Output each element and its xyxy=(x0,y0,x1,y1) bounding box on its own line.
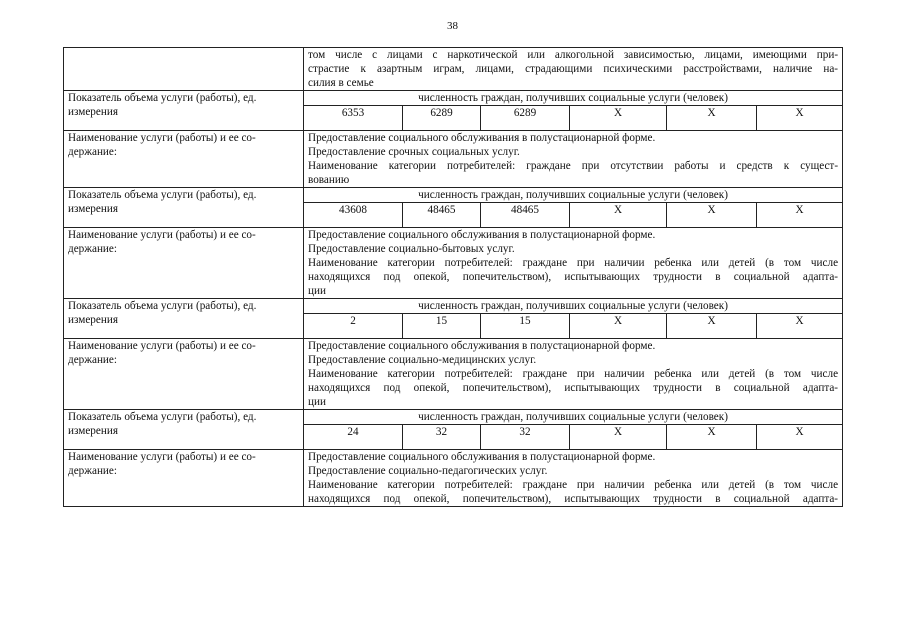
text-line: ции xyxy=(308,285,326,297)
services-table xyxy=(63,47,843,507)
text-line: Предоставление социально-медицинских услуг. xyxy=(308,354,537,366)
value-cell: 2 xyxy=(304,314,403,339)
text-line: находящихся под опекой, попечительством), испытывающих трудности в социальной адапта- xyxy=(308,382,839,394)
text-line: Наименование категории потребителей: граждане при наличии ребенка или детей (в том числе xyxy=(308,479,839,491)
text-line: страстие к азартным играм, лицами, страдающими психическими расстройствами, наличие на- xyxy=(308,63,839,75)
indicator-label: Показатель объема услуги (работы), ед. измерения xyxy=(64,188,304,228)
service-row xyxy=(64,450,843,507)
top-fragment-content xyxy=(304,48,843,91)
value-cell: Х xyxy=(667,203,757,228)
service-name-label: Наименование услуги (работы) и ее со-держание: xyxy=(64,339,304,410)
value-cell: 6289 xyxy=(403,106,481,131)
text-line: Наименование категории потребителей: граждане при отсутствии работы и средств к сущест- xyxy=(308,160,839,172)
value-cell: Х xyxy=(667,106,757,131)
value-cell: 43608 xyxy=(304,203,403,228)
text-line: Предоставление социального обслуживания в полустационарной форме. xyxy=(308,229,656,241)
service-content xyxy=(304,131,843,188)
text-line: Предоставление социально-бытовых услуг. xyxy=(308,243,515,255)
text-line: вованию xyxy=(308,174,350,186)
value-cell: 15 xyxy=(481,314,570,339)
value-cell: 15 xyxy=(403,314,481,339)
text-line: ции xyxy=(308,396,326,408)
unit-text: численность граждан, получивших социальные услуги (человек) xyxy=(304,91,843,106)
value-cell: Х xyxy=(570,314,667,339)
text-line: Предоставление социального обслуживания в полустационарной форме. xyxy=(308,340,656,352)
value-cell: Х xyxy=(570,425,667,450)
text-line: Наименование категории потребителей: граждане при наличии ребенка или детей (в том числе xyxy=(308,368,839,380)
service-name-label: Наименование услуги (работы) и ее со-держание: xyxy=(64,450,304,507)
value-cell: 48465 xyxy=(403,203,481,228)
service-row xyxy=(64,131,843,188)
value-cell: Х xyxy=(570,106,667,131)
unit-text: численность граждан, получивших социальные услуги (человек) xyxy=(304,188,843,203)
value-cell: 6353 xyxy=(304,106,403,131)
indicator-label: Показатель объема услуги (работы), ед. измерения xyxy=(64,91,304,131)
value-cell: 32 xyxy=(481,425,570,450)
text-line: Предоставление срочных социальных услуг. xyxy=(308,146,520,158)
text-line: силия в семье xyxy=(308,77,374,89)
service-content xyxy=(304,450,843,507)
service-content xyxy=(304,339,843,410)
value-cell: Х xyxy=(757,314,843,339)
indicator-row xyxy=(64,299,843,314)
text-line: находящихся под опекой, попечительством), испытывающих трудности в социальной адапта- xyxy=(308,493,839,505)
service-row xyxy=(64,228,843,299)
indicator-label: Показатель объема услуги (работы), ед. измерения xyxy=(64,410,304,450)
value-cell: 6289 xyxy=(481,106,570,131)
text-line: Предоставление социального обслуживания в полустационарной форме. xyxy=(308,132,656,144)
value-cell: 24 xyxy=(304,425,403,450)
text-line: Наименование категории потребителей: граждане при наличии ребенка или детей (в том числе xyxy=(308,257,839,269)
unit-text: численность граждан, получивших социальные услуги (человек) xyxy=(304,299,843,314)
value-cell: Х xyxy=(757,203,843,228)
indicator-row xyxy=(64,91,843,106)
empty-label-cell xyxy=(64,48,304,91)
service-content xyxy=(304,228,843,299)
value-cell: Х xyxy=(570,203,667,228)
unit-text: численность граждан, получивших социальные услуги (человек) xyxy=(304,410,843,425)
value-cell: Х xyxy=(757,106,843,131)
text-line: Предоставление социально-педагогических услуг. xyxy=(308,465,548,477)
value-cell: Х xyxy=(757,425,843,450)
service-row xyxy=(64,339,843,410)
text-line: том числе с лицами с наркотической или алкогольной зависимостью, лицами, имеющими при- xyxy=(308,49,839,61)
service-name-label: Наименование услуги (работы) и ее со-держание: xyxy=(64,131,304,188)
indicator-row xyxy=(64,410,843,425)
text-line: Предоставление социального обслуживания в полустационарной форме. xyxy=(308,451,656,463)
value-cell: 32 xyxy=(403,425,481,450)
indicator-row xyxy=(64,188,843,203)
value-cell: Х xyxy=(667,314,757,339)
text-line: находящихся под опекой, попечительством), испытывающих трудности в социальной адапта- xyxy=(308,271,839,283)
page-number: 38 xyxy=(447,20,458,32)
service-name-label: Наименование услуги (работы) и ее со-держание: xyxy=(64,228,304,299)
indicator-label: Показатель объема услуги (работы), ед. измерения xyxy=(64,299,304,339)
value-cell: Х xyxy=(667,425,757,450)
value-cell: 48465 xyxy=(481,203,570,228)
top-fragment-row xyxy=(64,48,843,91)
